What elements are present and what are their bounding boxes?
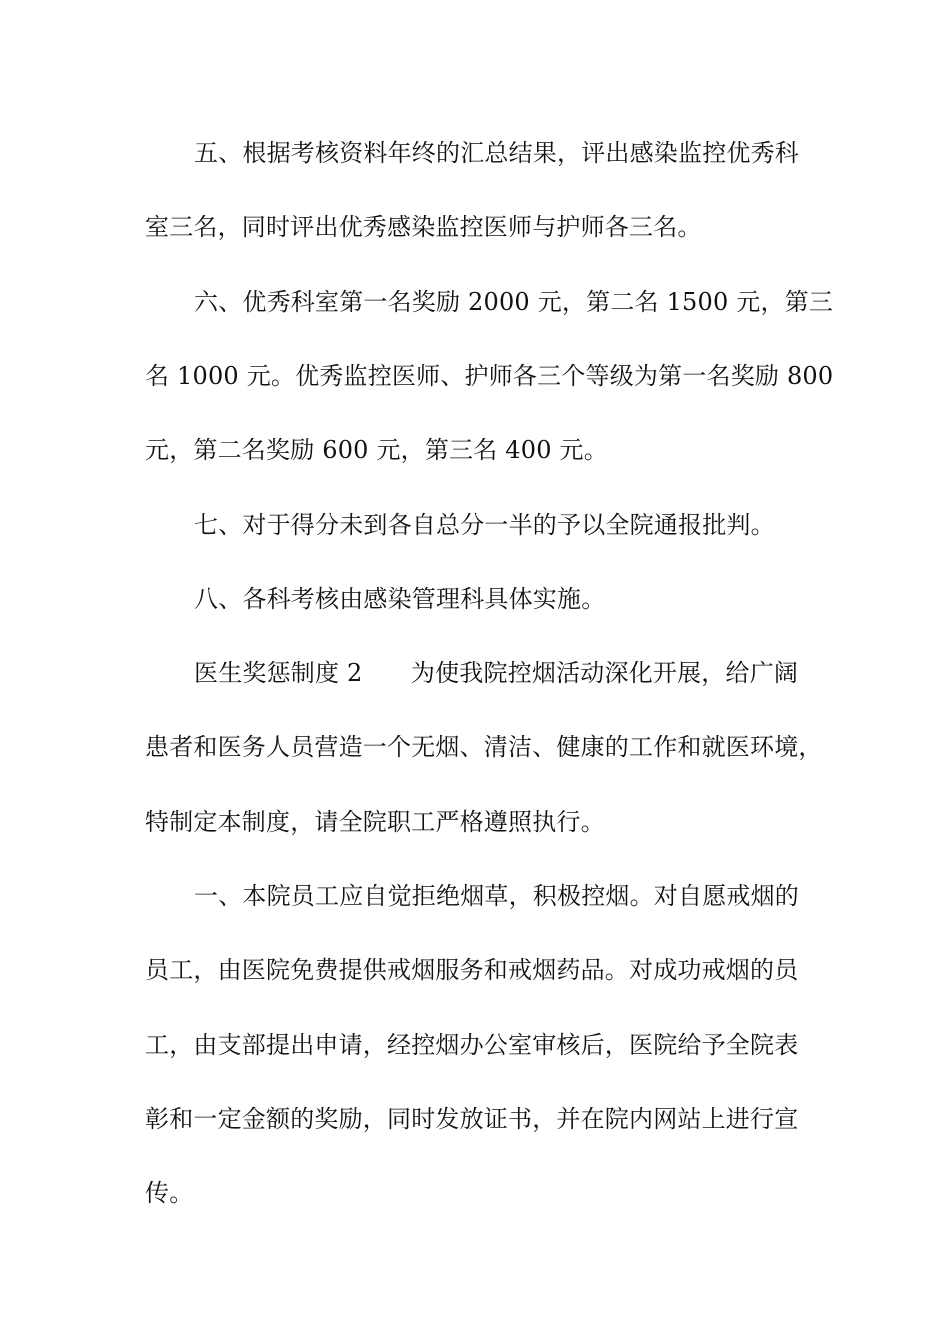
- paragraph-line: 七、对于得分未到各自总分一半的予以全院通报批判。: [194, 511, 775, 539]
- paragraph-line: 患者和医务人员营造一个无烟、清洁、健康的工作和就医环境，: [145, 733, 823, 761]
- paragraph-line: 元，第二名奖励 600 元，第三名 400 元。: [145, 436, 608, 464]
- paragraph-line: 一、本院员工应自觉拒绝烟草，积极控烟。对自愿戒烟的: [194, 882, 799, 910]
- paragraph-line: 六、优秀科室第一名奖励 2000 元，第二名 1500 元，第三: [194, 288, 834, 316]
- paragraph-line: 室三名，同时评出优秀感染监控医师与护师各三名。: [145, 213, 702, 241]
- paragraph-line: 名 1000 元。优秀监控医师、护师各三个等级为第一名奖励 800: [145, 362, 834, 390]
- paragraph-line: 彰和一定金额的奖励，同时发放证书，并在院内网站上进行宣: [145, 1105, 799, 1133]
- paragraph-line: 工，由支部提出申请，经控烟办公室审核后，医院给予全院表: [145, 1031, 799, 1059]
- paragraph-line: 传。: [145, 1179, 194, 1207]
- paragraph-line: 五、根据考核资料年终的汇总结果，评出感染监控优秀科: [194, 139, 799, 167]
- paragraph-line: 医生奖惩制度 2 为使我院控烟活动深化开展，给广阔: [194, 659, 799, 687]
- paragraph-line: 员工，由医院免费提供戒烟服务和戒烟药品。对成功戒烟的员: [145, 956, 799, 984]
- paragraph-line: 八、各科考核由感染管理科具体实施。: [194, 585, 606, 613]
- paragraph-line: 特制定本制度，请全院职工严格遵照执行。: [145, 808, 605, 836]
